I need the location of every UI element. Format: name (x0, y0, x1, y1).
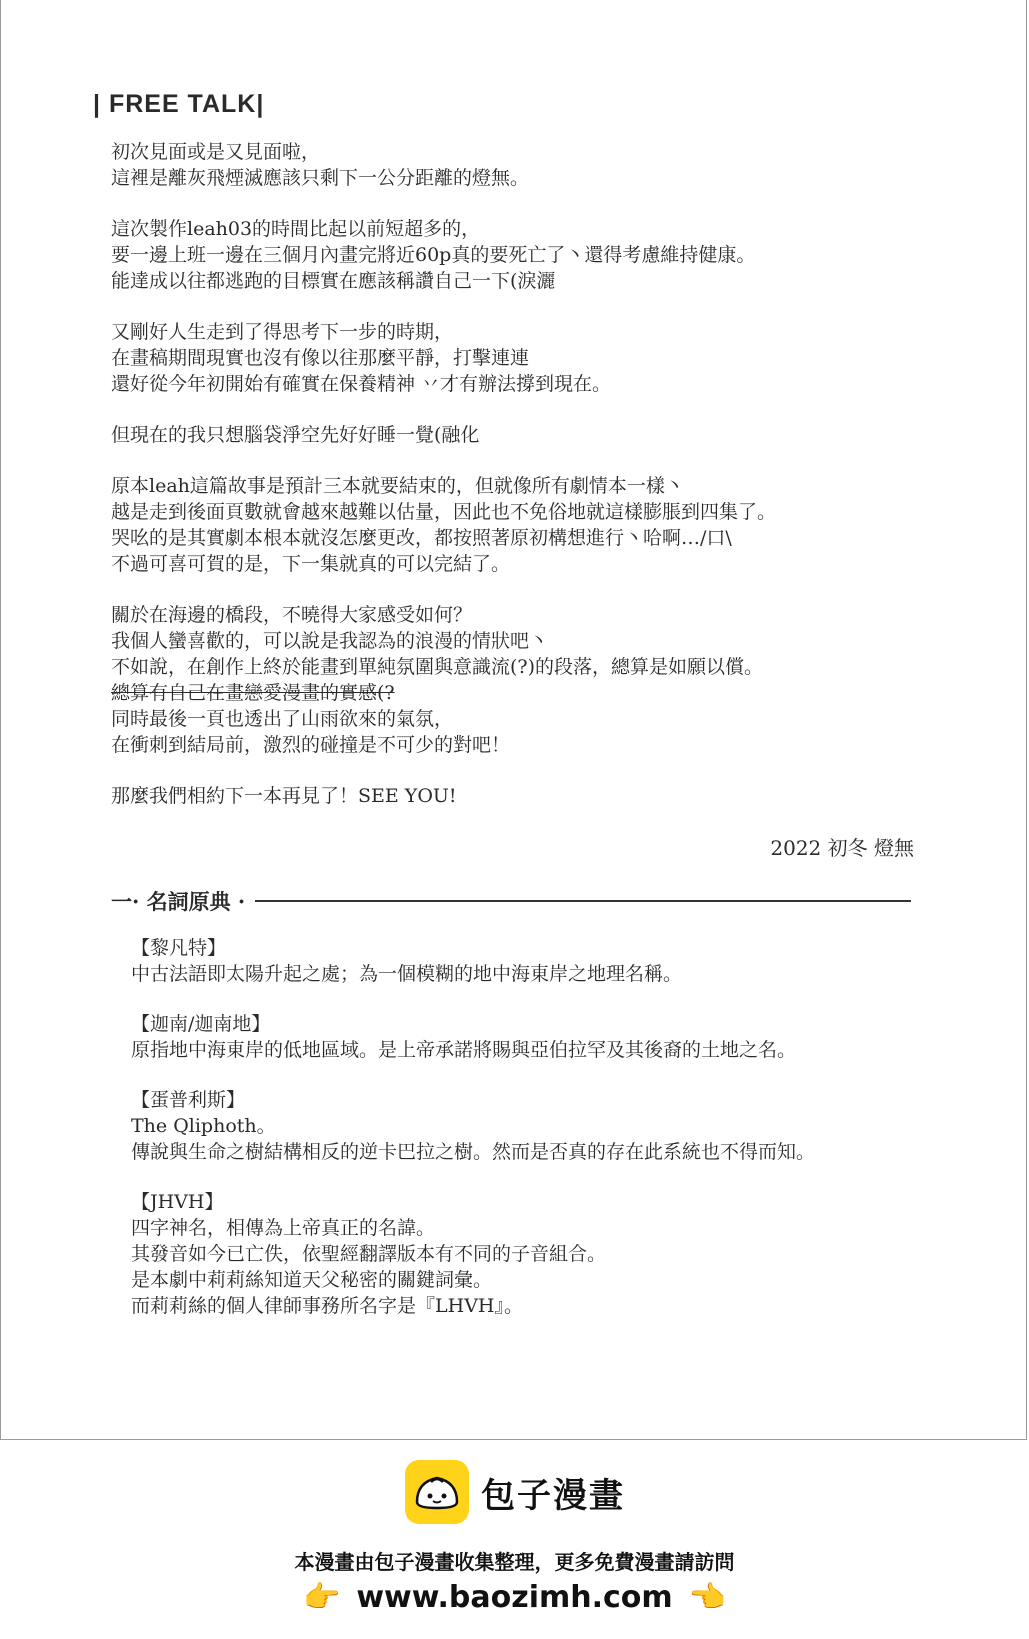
text-line: 但現在的我只想腦袋淨空先好好睡一覺(融化 (111, 424, 480, 446)
text-line: 不過可喜可賀的是，下一集就真的可以完結了。 (111, 553, 511, 575)
text-line: 在衝刺到結局前，激烈的碰撞是不可少的對吧！ (111, 734, 511, 756)
glossary (131, 935, 931, 1343)
text-line: 關於在海邊的橋段，不曉得大家感受如何？ (111, 604, 473, 626)
glossary-line: 是本劇中莉莉絲知道天父秘密的關鍵詞彙。 (131, 1269, 493, 1291)
text-line: 初次見面或是又見面啦， (111, 141, 321, 163)
text-line: 能達成以往都逃跑的目標實在應該稱讚自己一下(淚灑 (111, 270, 556, 292)
pointing-right-icon: 👉 (302, 1580, 341, 1615)
brand-name: 包子漫畫 (481, 1475, 625, 1516)
bun-icon (405, 1460, 469, 1524)
glossary-line: 其發音如今已亡佚，依聖經翻譯版本有不同的子音組合。 (131, 1243, 607, 1265)
free-talk-body (111, 139, 931, 834)
glossary-term: 【蛋普利斯】 (131, 1089, 246, 1111)
glossary-line: 而莉莉絲的個人律師事務所名字是『LHVH』。 (131, 1295, 523, 1317)
glossary-entry (131, 1011, 931, 1063)
paragraph (111, 602, 931, 758)
text-line: 這裡是離灰飛煙滅應該只剩下一公分距離的燈無。 (111, 167, 530, 189)
text-line: 我個人蠻喜歡的，可以說是我認為的浪漫的情狀吧丶 (111, 630, 549, 652)
glossary-entry (131, 1087, 931, 1165)
glossary-term: 【迦南/迦南地】 (131, 1013, 271, 1035)
glossary-header (111, 886, 911, 916)
glossary-title: 一· 名詞原典 · (111, 889, 246, 914)
free-talk-title: | FREE TALK| (93, 90, 265, 118)
footer-url-row (0, 1580, 1029, 1615)
text-line: 又剛好人生走到了得思考下一步的時期， (111, 321, 454, 343)
glossary-line: 中古法語即太陽升起之處；為一個模糊的地中海東岸之地理名稱。 (131, 963, 683, 985)
glossary-term: 【JHVH】 (131, 1191, 224, 1213)
paragraph (111, 139, 931, 191)
site-link[interactable]: www.baozimh.com (356, 1580, 673, 1615)
text-line: 原本leah這篇故事是預計三本就要結束的，但就像所有劇情本一樣丶 (111, 475, 684, 497)
brand-logo[interactable] (405, 1460, 625, 1524)
text-line: 不如說，在創作上終於能畫到單純氛圍與意識流(?)的段落，總算是如願以償。 (111, 656, 764, 678)
text-line: 哭吆的是其實劇本根本就沒怎麼更改，都按照著原初構想進行丶哈啊…/口\ (111, 527, 732, 549)
paragraph (111, 319, 931, 397)
glossary-line: The Qliphoth。 (131, 1115, 276, 1137)
text-line: 這次製作leah03的時間比起以前短超多的， (111, 218, 481, 240)
glossary-line: 四字神名，相傳為上帝真正的名諱。 (131, 1217, 436, 1239)
glossary-line: 原指地中海東岸的低地區域。是上帝承諾將賜與亞伯拉罕及其後裔的土地之名。 (131, 1039, 797, 1061)
struck-text-line: 總算有自己在畫戀愛漫畫的實感(? (111, 682, 395, 704)
divider (255, 900, 911, 902)
text-line: 越是走到後面頁數就會越來越難以估量，因此也不免俗地就這樣膨脹到四集了。 (111, 501, 777, 523)
paragraph (111, 783, 931, 809)
text-line: 還好從今年初開始有確實在保養精神 丷才有辦法撐到現在。 (111, 373, 612, 395)
glossary-line: 傳說與生命之樹結構相反的逆卡巴拉之樹。然而是否真的存在此系統也不得而知。 (131, 1141, 816, 1163)
signature: 2022 初冬 燈無 (770, 836, 914, 860)
footer-note: 本漫畫由包子漫畫收集整理，更多免費漫畫請訪問 (294, 1550, 735, 1574)
glossary-entry (131, 1189, 931, 1319)
glossary-entry (131, 935, 931, 987)
paragraph (111, 422, 931, 448)
paragraph (111, 216, 931, 294)
pointing-left-icon: 👈 (688, 1580, 727, 1615)
text-line: 同時最後一頁也透出了山雨欲來的氣氛， (111, 708, 454, 730)
text-line: 要一邊上班一邊在三個月內畫完將近60p真的要死亡了丶還得考慮維持健康。 (111, 244, 756, 266)
glossary-term: 【黎凡特】 (131, 937, 227, 959)
paragraph (111, 473, 931, 577)
text-line: 那麼我們相約下一本再見了！SEE YOU! (111, 785, 457, 807)
text-line: 在畫稿期間現實也沒有像以往那麼平靜，打擊連連 (111, 347, 530, 369)
